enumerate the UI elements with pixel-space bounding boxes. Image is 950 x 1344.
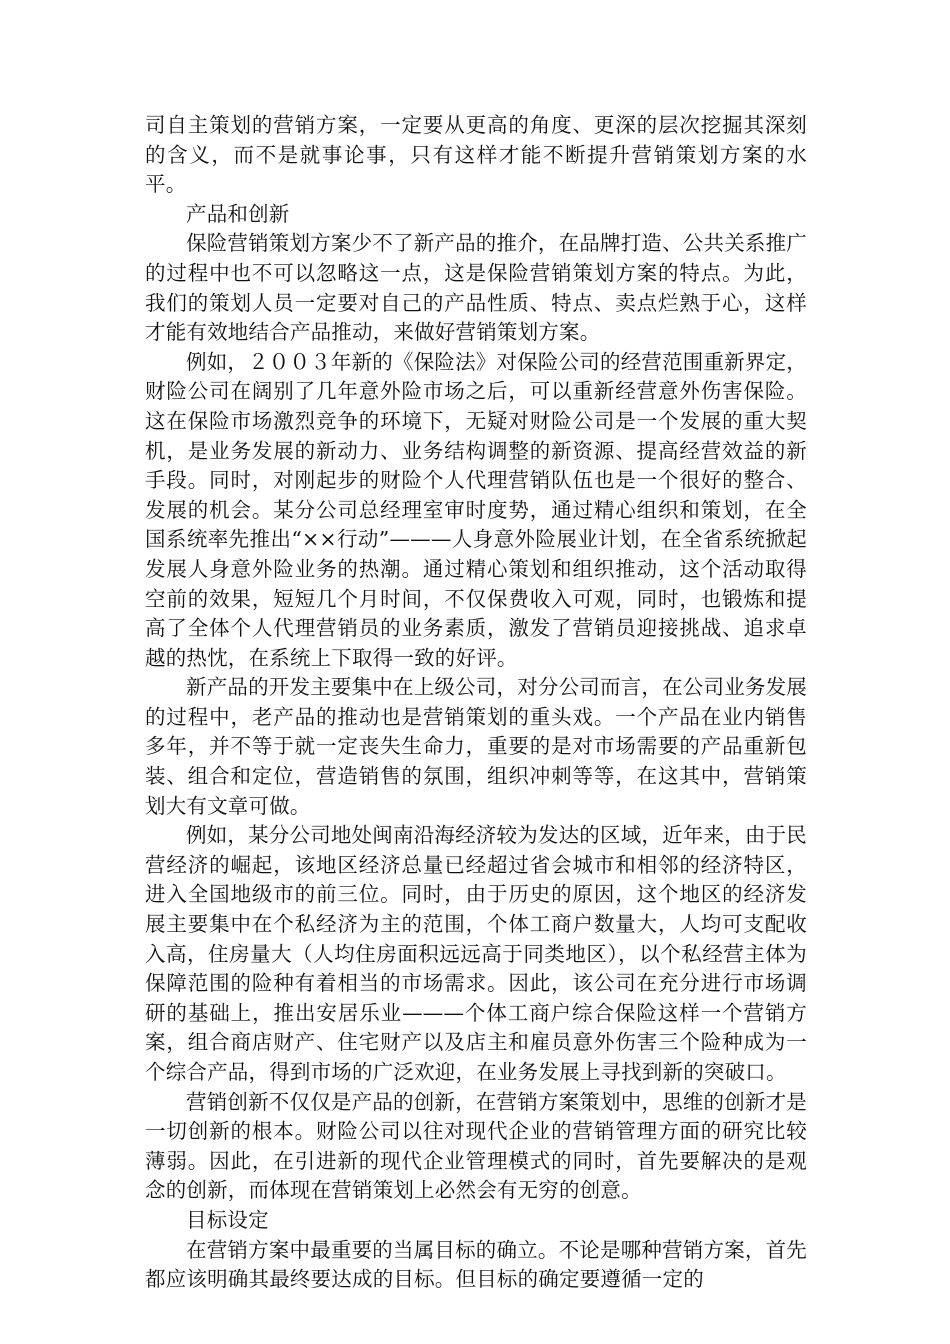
section-heading-product-innovation: 产品和创新: [186, 201, 290, 226]
paragraph: 例如，２００３年新的《保险法》对保险公司的经营范围重新界定，财险公司在阔别了几年意外险市场之后，可以重新经营意外伤害保险。这在保险市场激烈竞争的环境下，无疑对财险公司是一个发展的重大契机，是业务发展的新动力、业务结构调整的新资源、提高经营效益的新手段。同时，对刚起步的财险个人代理营销队伍也是一个很好的整合、发展的机会。某分公司总经理室审时度势，通过精心组织和策划，在全国系统率先推出“××行动”———人身意外险展业计划，在全省系统掀起发展人身意外险业务的热潮。通过精心策划和组织推动，这个活动取得空前的效果，短短几个月时间，不仅保费收入可观，同时，也锻炼和提高了全体个人代理营销员的业务素质，激发了营销员迎接挑战、追求卓越的热忱，在系统上下取得一致的好评。: [145, 349, 807, 670]
paragraph: 保险营销策划方案少不了新产品的推介，在品牌打造、公共关系推广的过程中也不可以忽略这一点，这是保险营销策划方案的特点。为此，我们的策划人员一定要对自己的产品性质、特点、卖点烂熟于心，这样才能有效地结合产品推动，来做好营销策划方案。: [145, 231, 807, 345]
paragraph: 营销创新不仅仅是产品的创新，在营销方案策划中，思维的创新才是一切创新的根本。财险公司以往对现代企业的营销管理方面的研究比较薄弱。因此，在引进新的现代企业管理模式的同时，首先要解决的是观念的创新，而体现在营销策划上必然会有无穷的创意。: [145, 1089, 807, 1203]
section-heading-goal-setting: 目标设定: [186, 1207, 269, 1232]
paragraph-continuation: 司自主策划的营销方案，一定要从更高的角度、更深的层次挖掘其深刻的含义，而不是就事论事，只有这样才能不断提升营销策划方案的水平。: [145, 113, 807, 197]
paragraph: 新产品的开发主要集中在上级公司，对分公司而言，在公司业务发展的过程中，老产品的推动也是营销策划的重头戏。一个产品在业内销售多年，并不等于就一定丧失生命力，重要的是对市场需要的产品重新包装、组合和定位，营造销售的氛围，组织冲刺等等，在这其中，营销策划大有文章可做。: [145, 675, 807, 818]
paragraph: 在营销方案中最重要的当属目标的确立。不论是哪种营销方案，首先都应该明确其最终要达成的目标。但目标的确定要遵循一定的: [145, 1237, 807, 1292]
document-page: [145, 111, 807, 1295]
paragraph: 例如，某分公司地处闽南沿海经济较为发达的区域，近年来，由于民营经济的崛起，该地区经济总量已经超过省会城市和相邻的经济特区，进入全国地级市的前三位。同时，由于历史的原因，这个地区的经济发展主要集中在个私经济为主的范围，个体工商户数量大，人均可支配收入高，住房量大（人均住房面积远远高于同类地区），以个私经营主体为保障范围的险种有着相当的市场需求。因此，该公司在充分进行市场调研的基础上，推出安居乐业———个体工商户综合保险这样一个营销方案，组合商店财产、住宅财产以及店主和雇员意外伤害三个险种成为一个综合产品，得到市场的广泛欢迎，在业务发展上寻找到新的突破口。: [145, 823, 807, 1084]
